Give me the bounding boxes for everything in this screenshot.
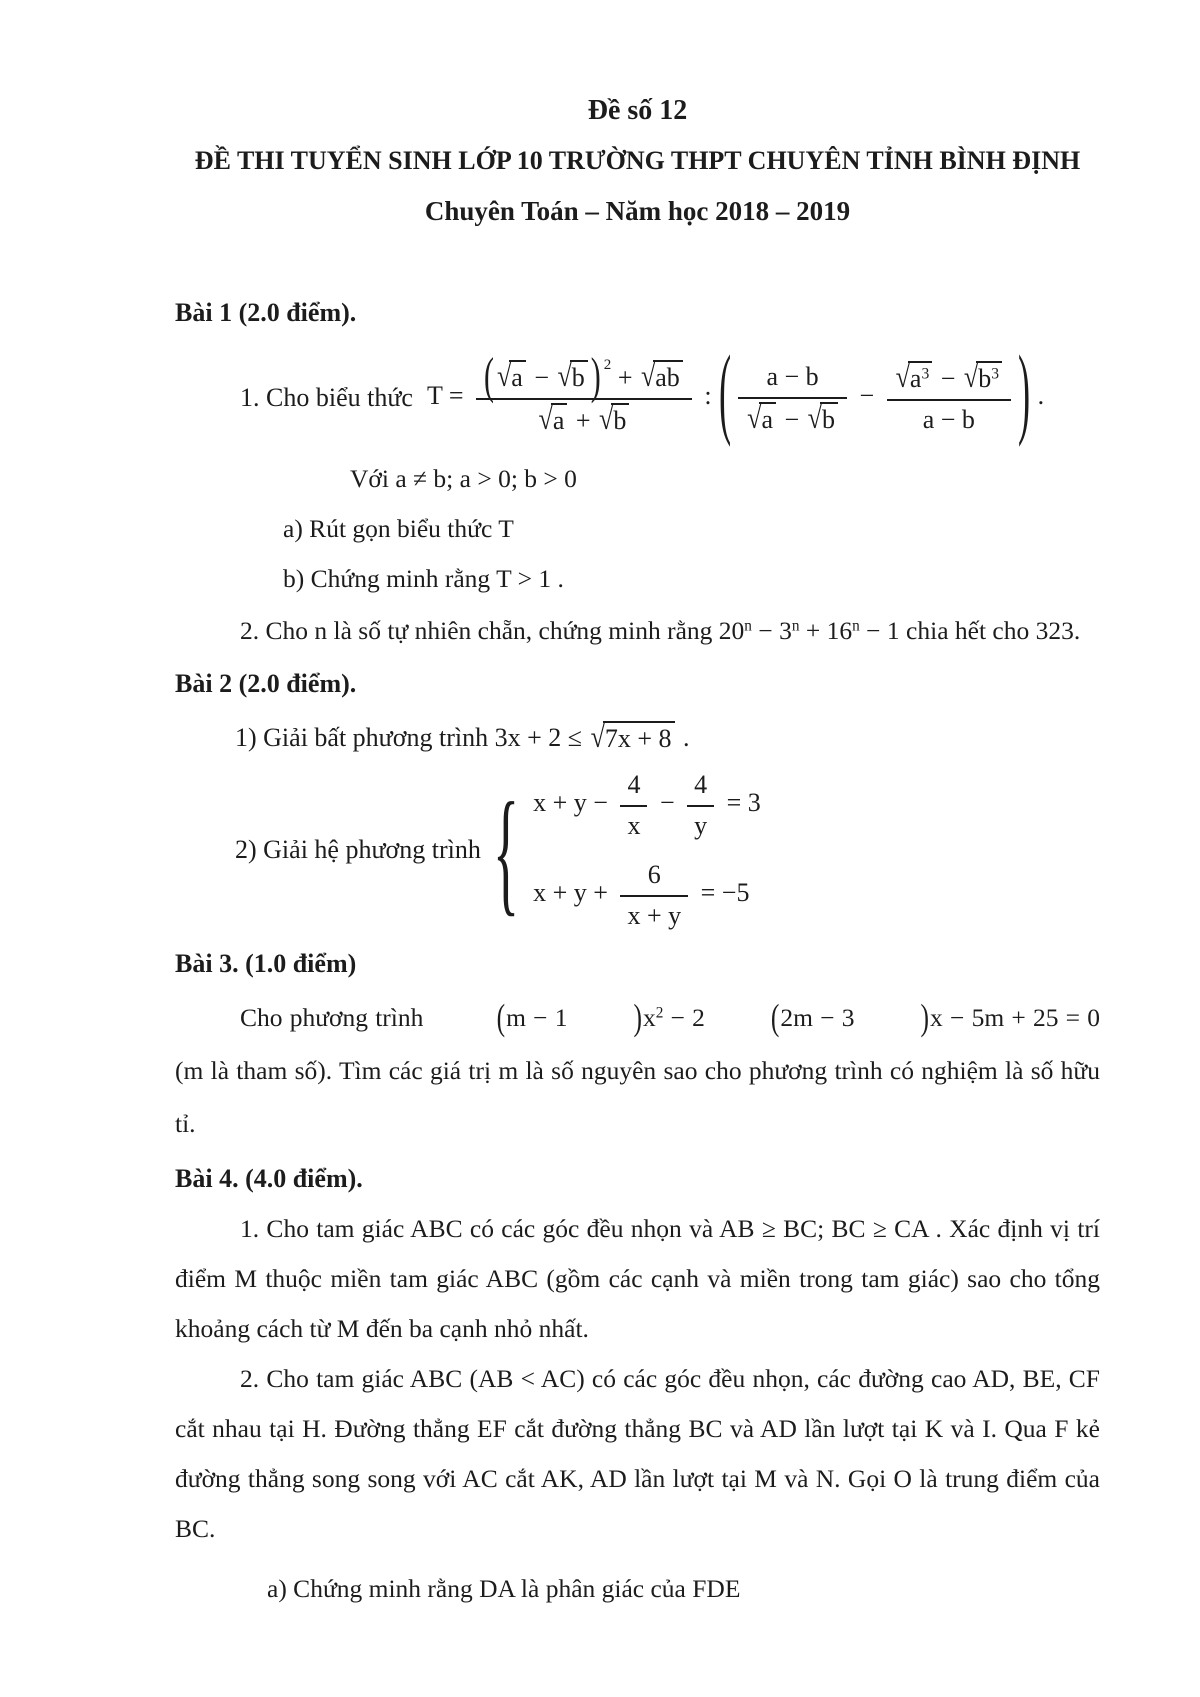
math-denominator	[620, 897, 688, 933]
math-text: m − 1	[506, 1003, 568, 1032]
math-text: b	[613, 405, 627, 435]
item-a-bai4: a) Chứng minh rằng DA là phân giác của FDE	[267, 1574, 741, 1603]
math-square-root	[896, 361, 933, 394]
math-text: 1) Giải bất phương trình 3x + 2 ≤	[235, 723, 589, 752]
math-exponent: n	[852, 617, 860, 635]
math-text: :	[697, 380, 719, 410]
math-radicand	[509, 360, 526, 393]
math-text: T =	[426, 380, 471, 410]
math-radicand	[976, 361, 1002, 394]
math-square-root	[641, 360, 683, 393]
math-paren: )	[920, 996, 930, 1039]
math-numerator	[476, 348, 692, 405]
math-fraction	[620, 768, 647, 842]
math-superscript-group	[602, 356, 612, 392]
inequality-line	[235, 709, 1200, 767]
math-numerator	[687, 768, 714, 807]
radical-sign-icon: √	[895, 359, 910, 395]
section-heading-bai1: Bài 1 (2.0 điểm).	[175, 298, 357, 327]
math-radicand	[570, 360, 588, 393]
math-fraction	[687, 768, 714, 842]
paragraph-bai3	[175, 991, 1107, 1150]
radical-sign-icon: √	[807, 400, 822, 435]
math-sup-base: a	[909, 364, 922, 393]
math-text: 4	[627, 770, 641, 799]
math-text: −	[527, 363, 556, 392]
math-text: −	[751, 616, 780, 645]
math-square-root	[747, 402, 776, 435]
math-sup-base: 20	[718, 616, 745, 645]
math-text: a	[552, 405, 565, 435]
math-text: x + y	[627, 900, 682, 930]
math-paren: (	[484, 348, 495, 405]
math-fraction	[738, 360, 847, 436]
math-paren: (	[719, 335, 732, 448]
radical-sign-icon: √	[963, 359, 979, 395]
radical-sign-icon: √	[590, 720, 605, 755]
math-square-root	[558, 360, 588, 393]
math-square-root	[539, 403, 568, 436]
math-sup-base: 16	[826, 616, 853, 645]
exam-subtitle: Chuyên Toán – Năm học 2018 – 2019	[424, 196, 851, 226]
math-square-root	[591, 721, 675, 754]
radical-sign-icon: √	[599, 401, 614, 436]
math-text: 2m − 3	[780, 1003, 855, 1032]
math-radicand	[603, 721, 675, 754]
math-text: −	[852, 380, 881, 410]
math-text: −	[934, 364, 962, 393]
left-brace-icon: {	[492, 772, 520, 928]
math-text: Cho phương trình	[240, 1003, 431, 1032]
math-square-root	[599, 403, 629, 436]
math-superscript-group	[827, 616, 860, 645]
math-radicand	[908, 361, 932, 394]
math-text: 6	[647, 860, 661, 889]
radical-sign-icon: √	[640, 358, 656, 394]
section-heading-bai2: Bài 2 (2.0 điểm).	[175, 669, 357, 698]
section-heading-bai3: Bài 3. (1.0 điểm)	[175, 949, 357, 978]
system-lead-text: 2) Giải hệ phương trình	[235, 835, 481, 864]
section-heading-bai4: Bài 4. (4.0 điểm).	[175, 1164, 363, 1193]
math-numerator	[620, 768, 647, 807]
item-a-bai1: a) Rút gọn biểu thức T	[283, 514, 514, 543]
math-superscript-group	[719, 616, 752, 645]
math-exponent: n	[791, 617, 800, 635]
radical-sign-icon: √	[538, 401, 553, 436]
math-sup-base: b	[978, 364, 992, 393]
math-text: a − b	[922, 404, 975, 434]
math-numerator	[738, 360, 847, 399]
math-text: a	[511, 363, 523, 392]
math-denominator	[738, 399, 847, 437]
math-text: = −5	[694, 877, 750, 907]
math-exponent: 2	[603, 356, 612, 373]
math-text: − 2	[663, 1003, 705, 1032]
math-exponent: 3	[991, 365, 999, 383]
math-text: 2. Cho n là số tự nhiên chẵn, chứng minh rằng	[240, 616, 719, 645]
math-square-root	[808, 402, 838, 435]
math-t-expression	[426, 335, 1045, 448]
math-superscript-group	[910, 364, 929, 393]
system-line	[235, 767, 1200, 933]
math-cases-rows	[533, 768, 761, 932]
math-denominator	[620, 807, 647, 843]
item-b-bai1: b) Chứng minh rằng T > 1 .	[283, 564, 564, 593]
math-superscript-group	[978, 364, 999, 393]
math-text: −	[778, 404, 806, 434]
paragraph-divisibility	[175, 604, 1100, 657]
math-paren: )	[590, 348, 601, 405]
math-text: − 1 chia hết cho 323.	[859, 616, 1081, 645]
document-header	[175, 0, 1100, 236]
radical-sign-icon: √	[557, 358, 572, 394]
radical-sign-icon: √	[497, 358, 512, 394]
math-sup-base: x	[642, 1003, 656, 1032]
math-sup-base: 3	[779, 616, 792, 645]
exam-number: Đề số 12	[587, 95, 688, 126]
math-superscript-group	[779, 616, 799, 645]
paragraph-bai4-2: 2. Cho tam giác ABC (AB < AC) có các góc đều nhọn, các đường cao AD, BE, CF cắt nhau tại H. Đường thẳng EF cắt đường thẳng BC và AD lần lượt tại K và I. Qua F kẻ đường thẳng song song với AC cắt AK, AD lần lượt tại M và N. Gọi O là trung điểm của BC.	[175, 1364, 1100, 1543]
math-text: .	[1031, 380, 1045, 410]
math-denominator	[887, 401, 1011, 437]
math-numerator	[620, 858, 688, 897]
math-fraction	[887, 360, 1011, 436]
formula-line-t-expression	[240, 335, 1200, 454]
math-radicand	[820, 402, 838, 435]
math-text: x + y −	[533, 787, 615, 817]
math-square-root	[964, 361, 1002, 394]
math-text: b	[571, 363, 585, 392]
math-text: ab	[655, 363, 680, 392]
math-denominator	[476, 400, 692, 438]
math-fraction	[476, 348, 692, 437]
math-text: b	[821, 404, 835, 434]
math-denominator	[687, 807, 714, 843]
math-paren: (	[770, 996, 780, 1039]
math-text: y	[694, 810, 708, 840]
math-text: a − b	[766, 362, 819, 391]
math-paren: )	[1018, 335, 1031, 448]
condition-line: Với a ≠ b; a > 0; b > 0	[350, 464, 577, 493]
formula-lead-text: 1. Cho biểu thức	[240, 383, 413, 412]
math-numerator	[887, 360, 1011, 401]
radical-sign-icon: √	[747, 400, 762, 435]
math-text: x	[627, 810, 641, 840]
math-paren: )	[633, 996, 642, 1039]
math-radicand	[551, 403, 568, 436]
math-text: −	[653, 787, 682, 817]
math-paren: (	[496, 996, 506, 1039]
math-text: +	[611, 363, 639, 392]
math-text: .	[676, 723, 690, 752]
math-text: +	[569, 405, 598, 435]
math-exponent: n	[744, 617, 752, 635]
math-text: = 3	[720, 787, 761, 817]
math-exponent: 2	[655, 1004, 664, 1022]
math-text: 4	[694, 770, 708, 799]
math-text: x + y +	[533, 877, 615, 907]
math-radicand	[653, 360, 683, 393]
math-cases-row	[533, 768, 761, 842]
math-text: +	[799, 616, 827, 645]
exam-title: ĐỀ THI TUYỂN SINH LỚP 10 TRƯỜNG THPT CHUYÊN TỈNH BÌNH ĐỊNH	[194, 146, 1081, 175]
math-square-root	[497, 360, 526, 393]
math-cases-row	[533, 858, 761, 932]
math-text: 7x + 8	[604, 724, 672, 754]
math-text: a	[761, 404, 773, 434]
math-superscript-group	[643, 1003, 663, 1032]
math-fraction	[620, 858, 688, 932]
math-exponent: 3	[921, 365, 930, 383]
math-cases	[493, 768, 761, 932]
math-radicand	[611, 403, 629, 436]
math-text: x − 5m + 25 = 0 (m là tham số). Tìm các giá trị m là số nguyên sao cho phương trình có nghiệm là số hữu tỉ.	[175, 1003, 1107, 1138]
math-equation-system	[493, 768, 761, 932]
math-radicand	[759, 402, 776, 435]
paragraph-bai4-1: 1. Cho tam giác ABC có các góc đều nhọn và AB ≥ BC; BC ≥ CA . Xác định vị trí điểm M thuộc miền tam giác ABC (gồm các cạnh và miền trong tam giác) sao cho tổng khoảng cách từ M đến ba cạnh nhỏ nhất.	[175, 1214, 1100, 1343]
